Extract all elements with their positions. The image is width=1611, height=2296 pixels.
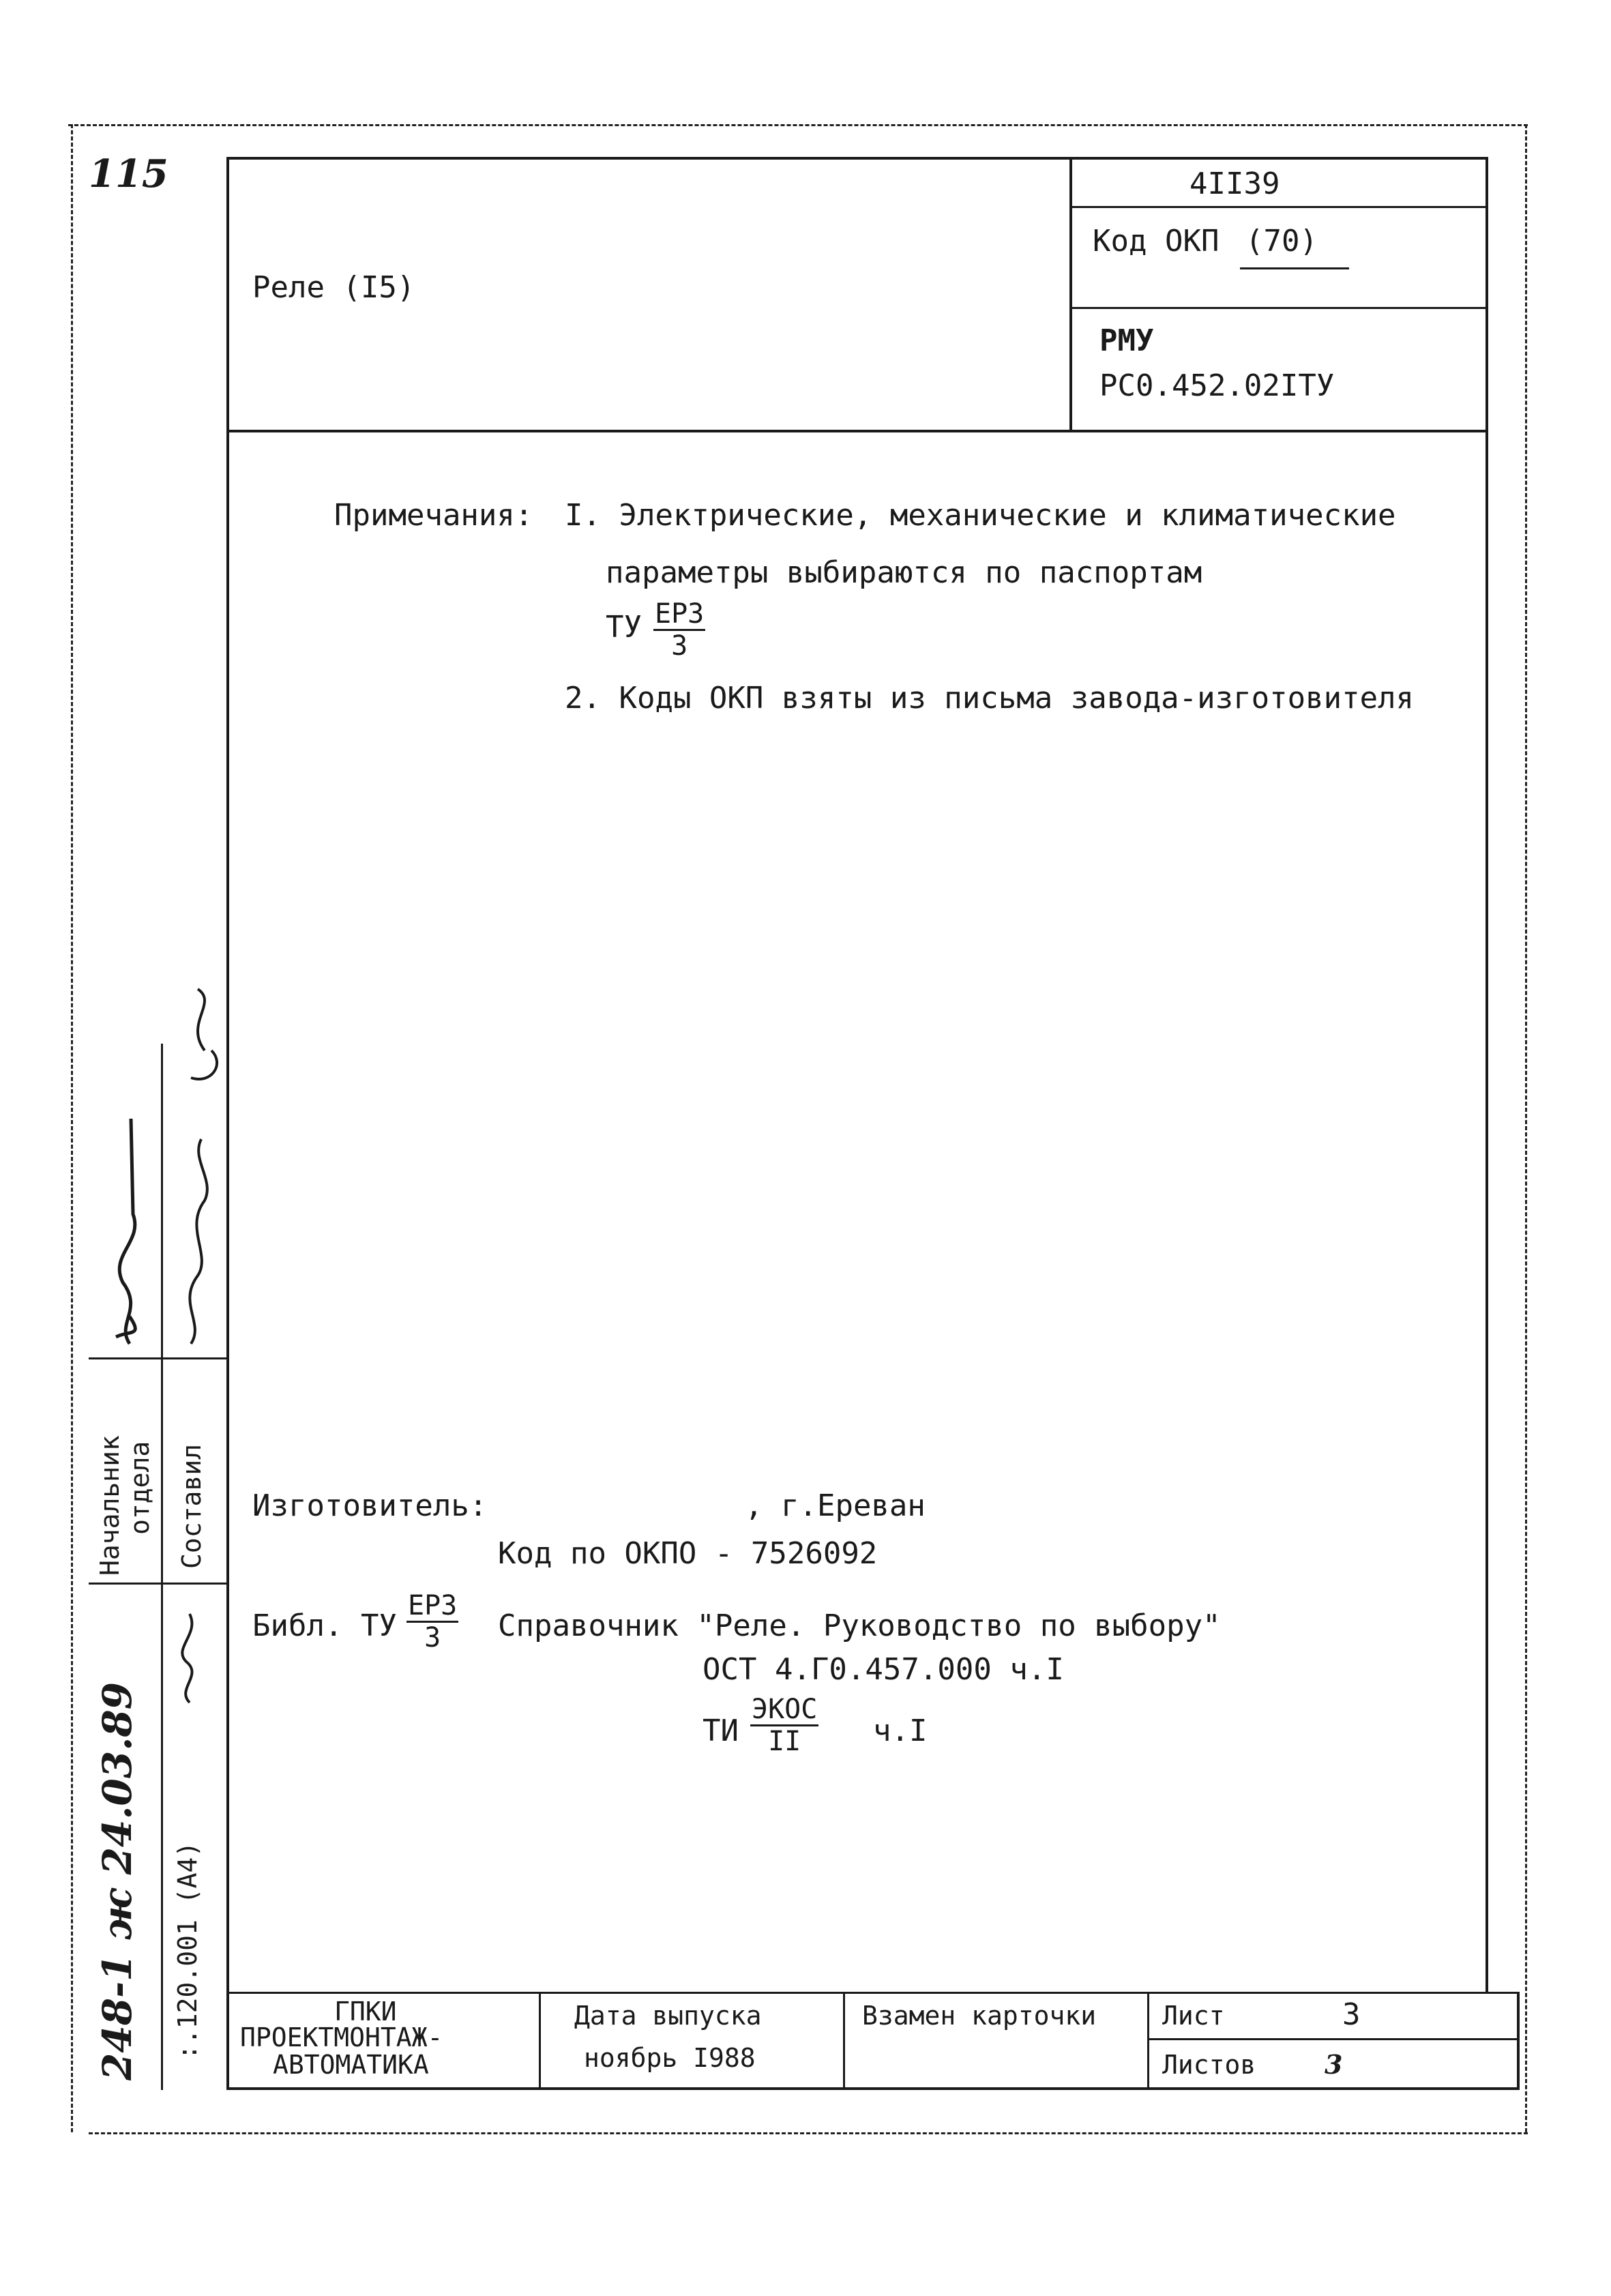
bibliography-line-1: Справочник "Реле. Руководство по выбору" — [498, 1608, 1221, 1643]
note-1-line-1: I. Электрические, механические и климатические — [565, 498, 1396, 533]
bibliography-line-3-fraction-num: ЭКОС — [752, 1694, 818, 1725]
page-number: 115 — [89, 151, 168, 196]
replaces-card-label: Взамен карточки — [862, 2001, 1097, 2031]
note-1-tu-prefix: ТУ — [606, 610, 642, 645]
release-date-label: Дата выпуска — [574, 2001, 762, 2031]
footer-sheet-row-divider — [1147, 2038, 1520, 2040]
card-code: 4II39 — [1189, 166, 1280, 201]
note-2: 2. Коды ОКП взяты из письма завода-изготовителя — [565, 681, 1415, 716]
bibliography-line-3-fraction-den: II — [768, 1726, 801, 1757]
outer-frame-bottom — [89, 2132, 1528, 2134]
bibliography-fraction-den: 3 — [424, 1622, 441, 1653]
footer-col-divider-2 — [843, 1992, 845, 2090]
footer-right-border — [1517, 1992, 1520, 2090]
footer-bottom-border — [226, 2087, 1520, 2090]
okp-value: (70) — [1245, 224, 1318, 259]
head-signature — [102, 1050, 157, 1351]
author-label: Составил — [177, 1443, 207, 1569]
manufacturer-city: , г.Ереван — [745, 1488, 926, 1523]
outer-frame-left — [71, 124, 73, 2132]
bibliography-label: Библ. ТУ — [252, 1608, 397, 1643]
bibliography-fraction — [407, 1592, 458, 1651]
footer-top-border — [226, 1992, 1520, 1994]
date-signature — [169, 1607, 210, 1709]
head-of-department-label-2: отдела — [125, 1441, 155, 1535]
bibliography-line-2: ОСТ 4.Г0.457.000 ч.I — [703, 1652, 1064, 1687]
manufacturer-okpo: Код по ОКПО - 7526092 — [498, 1536, 878, 1571]
footer-col-divider-1 — [539, 1992, 541, 2090]
header-divider-1 — [1069, 206, 1488, 208]
outer-frame-right — [1525, 124, 1527, 2132]
footer-org-line-1: ГПКИ — [334, 1997, 397, 2027]
outer-frame-top — [68, 124, 1528, 126]
head-of-department-label-1: Начальник — [95, 1435, 125, 1576]
manufacturer-label: Изготовитель: — [252, 1488, 488, 1523]
author-signature — [164, 982, 239, 1351]
sheets-label: Листов — [1162, 2050, 1256, 2080]
header-bottom-border — [226, 430, 1488, 432]
note-1-fraction-num: ЕРЗ — [655, 598, 705, 630]
okp-label: Код ОКП — [1093, 224, 1220, 259]
sheet-value: 3 — [1342, 1997, 1361, 2032]
sheet-label: Лист — [1162, 2001, 1225, 2031]
bibliography-fraction-num: ЕРЗ — [408, 1590, 458, 1621]
sheets-value: 3 — [1325, 2049, 1343, 2080]
note-1-fraction — [653, 600, 705, 660]
okp-underline — [1240, 267, 1349, 269]
header-divider-vertical — [1069, 157, 1072, 431]
footer-col-divider-3 — [1147, 1992, 1149, 2090]
side-strip-divider — [161, 1044, 163, 2090]
bibliography-line-3-suffix: ч.I — [873, 1713, 928, 1748]
header-title: Реле (I5) — [252, 270, 415, 305]
notes-label: Примечания: — [334, 498, 533, 533]
release-date-value: ноябрь I988 — [584, 2043, 756, 2073]
bibliography-line-3-prefix: ТИ — [703, 1713, 739, 1748]
footer-org-line-2: ПРОЕКТМОНТАЖ- — [240, 2022, 443, 2052]
handwritten-registration: 248-1 ж 24.03.89 — [94, 1681, 141, 2080]
footer-org-line-3: АВТОМАТИКА — [273, 2050, 429, 2080]
bibliography-line-3-fraction — [750, 1696, 818, 1755]
org-label: РМУ — [1099, 323, 1154, 358]
header-divider-2 — [1069, 307, 1488, 309]
card-top-border — [226, 157, 1488, 160]
form-code: :.120.001 (А4) — [173, 1841, 203, 2060]
note-1-fraction-den: 3 — [671, 630, 688, 662]
side-strip-row-line-2 — [89, 1583, 228, 1585]
doc-code: РС0.452.02IТУ — [1099, 368, 1335, 403]
side-strip-row-line-1 — [89, 1357, 228, 1359]
note-1-line-2: параметры выбираются по паспортам — [606, 555, 1202, 590]
